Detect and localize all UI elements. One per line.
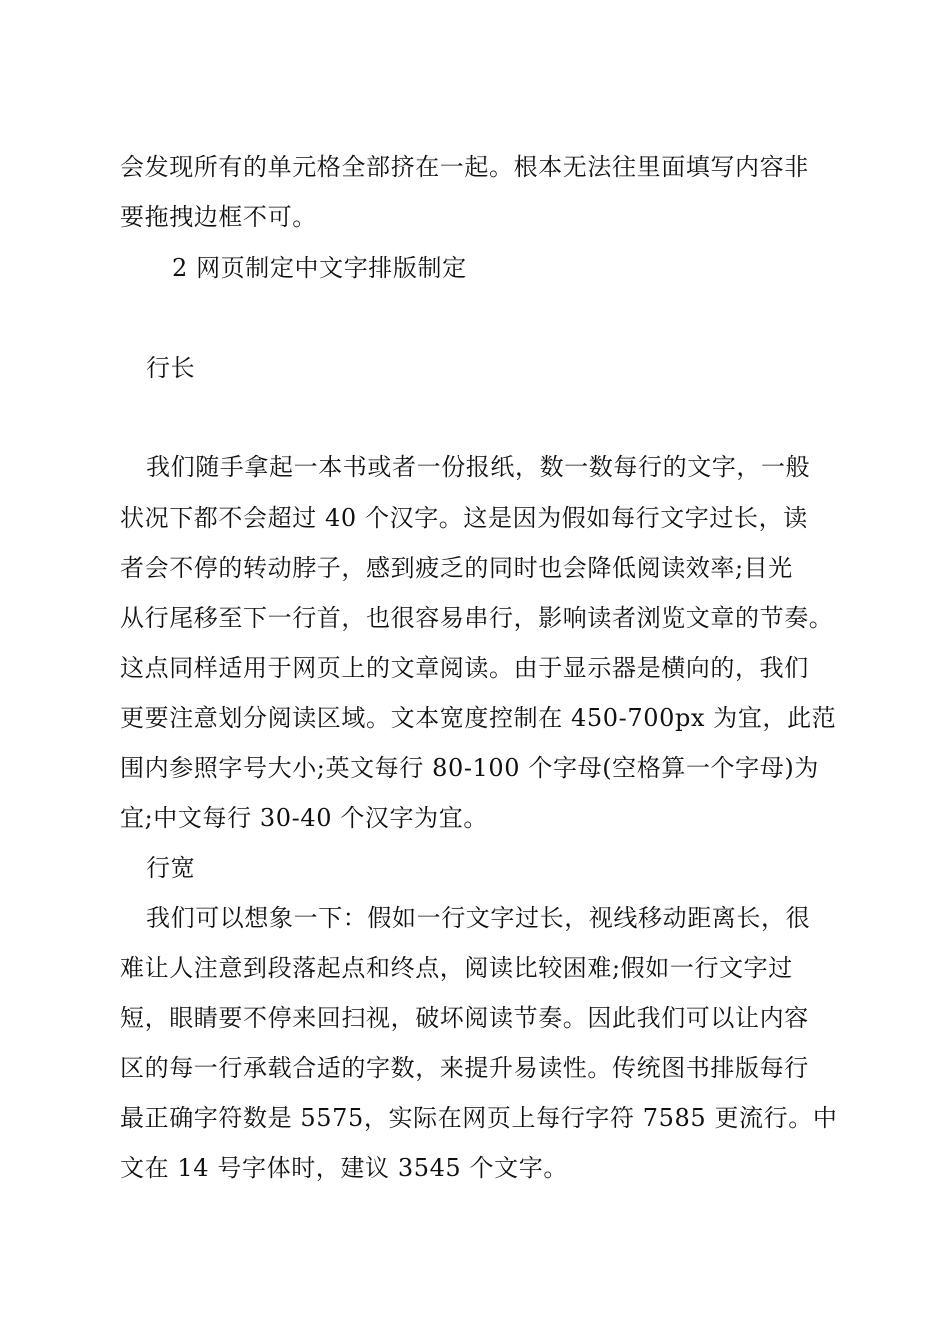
subheading-line-length: 行长	[146, 354, 196, 382]
paragraph-line: 要拖拽边框不可。	[120, 203, 317, 231]
paragraph-line: 从行尾移至下一行首，也很容易串行，影响读者浏览文章的节奏。	[120, 604, 834, 632]
subheading-line-width: 行宽	[146, 854, 196, 882]
paragraph-line: 难让人注意到段落起点和终点，阅读比较困难;假如一行文字过	[120, 954, 793, 982]
section-heading: 2 网页制定中文字排版制定	[172, 254, 467, 282]
paragraph-line: 宜;中文每行 30-40 个汉字为宜。	[120, 804, 488, 832]
paragraph-line: 我们随手拿起一本书或者一份报纸，数一数每行的文字，一般	[146, 453, 811, 481]
paragraph-line: 文在 14 号字体时，建议 3545 个文字。	[120, 1154, 568, 1182]
paragraph-line: 状况下都不会超过 40 个汉字。这是因为假如每行文字过长，读	[120, 504, 808, 532]
paragraph-line: 者会不停的转动脖子，感到疲乏的同时也会降低阅读效率;目光	[120, 554, 793, 582]
paragraph-line: 最正确字符数是 5575，实际在网页上每行字符 7585 更流行。中	[120, 1104, 838, 1132]
paragraph-line: 围内参照字号大小;英文每行 80-100 个字母(空格算一个字母)为	[120, 754, 819, 782]
paragraph-line: 这点同样适用于网页上的文章阅读。由于显示器是横向的，我们	[120, 654, 809, 682]
paragraph-line: 区的每一行承载合适的字数，来提升易读性。传统图书排版每行	[120, 1054, 809, 1082]
paragraph-line: 短，眼睛要不停来回扫视，破坏阅读节奏。因此我们可以让内容	[120, 1004, 809, 1032]
paragraph-line: 会发现所有的单元格全部挤在一起。根本无法往里面填写内容非	[120, 153, 809, 181]
paragraph-line: 我们可以想象一下：假如一行文字过长，视线移动距离长，很	[146, 904, 811, 932]
paragraph-line: 更要注意划分阅读区域。文本宽度控制在 450-700px 为宜，此范	[120, 704, 837, 732]
